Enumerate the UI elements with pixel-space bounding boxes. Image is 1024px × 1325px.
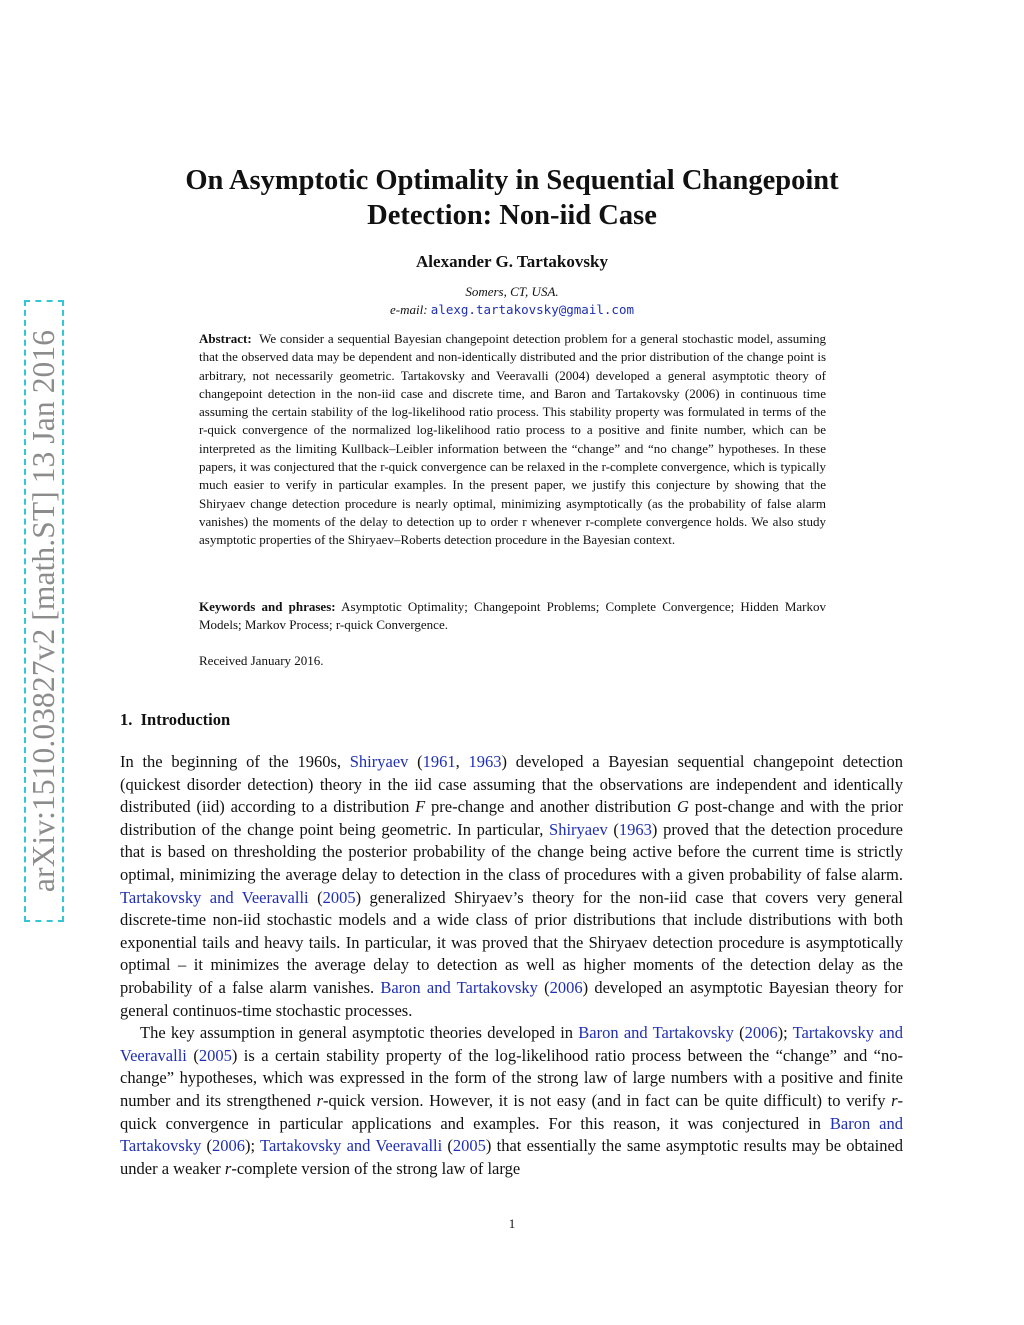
paper-title: On Asymptotic Optimality in Sequential Changepoint Detection: Non-iid Case — [185, 165, 839, 231]
citation-year-link[interactable]: 2005 — [452, 1136, 486, 1156]
text-run: that essentially the same asymptotic results may be obtained under a weaker — [120, 1136, 904, 1178]
text-run: -complete version of the strong law of large — [231, 1158, 521, 1178]
author-name: Alexander G. Tartakovsky — [416, 252, 608, 271]
math-variable: F — [415, 797, 426, 817]
text-run: proved that the detection procedure that is based on thresholding the posterior probability of the change being active before the current time is strictly optimal, minimizing the average delay to detection in the class of procedures with a given probability of false alarm. — [120, 819, 903, 884]
author-affiliation: Somers, CT, USA. — [465, 284, 559, 299]
math-variable: r — [224, 1158, 232, 1178]
citation-year-link[interactable]: 1963 — [468, 752, 502, 771]
text-run: -quick convergence in particular applications and examples. For this reason, it was conjectured in — [120, 1090, 904, 1133]
citation-year-link[interactable]: 2005 — [198, 1045, 232, 1065]
citation-year-link[interactable]: 2006 — [549, 977, 583, 997]
citation-year-link[interactable]: 2005 — [322, 887, 356, 907]
keywords-text: Asymptotic Optimality; Changepoint Problems; Complete Convergence; Hidden Markov Models; Markov Process; r-quick Convergence. — [199, 599, 826, 633]
citation-year-link[interactable]: 1963 — [618, 819, 652, 839]
email-line — [150, 302, 874, 318]
citation-year-link[interactable]: 2006 — [744, 1023, 778, 1043]
math-variable: G — [676, 797, 689, 817]
text-run: The key assumption in general asymptotic theories developed in — [140, 1023, 574, 1043]
citation-year-link[interactable]: 2006 — [212, 1136, 246, 1156]
math-variable: r — [891, 1090, 898, 1110]
arxiv-identifier: arXiv:1510.03827v2 [math.ST] 13 Jan 2016 — [26, 329, 61, 893]
math-variable: r — [316, 1090, 324, 1110]
section-heading — [120, 710, 230, 730]
citation-link[interactable]: Shiryaev — [349, 752, 409, 771]
intro-paragraph-1: In the beginning of the 1960s, Shiryaev (1961, 1963) developed a Bayesian sequential changepoint detection (quickest disorder detection) theory in the iid case assuming that the observations are independent and identically distributed (iid) according to a distribution F pre-change and another distribution G post-change and with the prior distribution of the change point being geometric. In particular, Shiryaev (1963) proved that the detection procedure that is based on thresholding the posterior probability of the change being active before the current time is strictly optimal, minimizing the average delay to detection in the class of procedures with a given probability of false alarm. Tartakovsky and Veeravalli (2005) generalized Shiryaev’s theory for the non-iid case that covers very general discrete-time non-iid stochastic models and a wide class of prior distributions that include distributions with both exponential tails and heavy tails. In particular, it was proved that the Shiryaev detection procedure is asymptotically optimal – it minimizes the average delay to detection as well as higher moments of the detection delay as the probability of a false alarm vanishes. Baron and Tartakovsky (2006) developed an asymptotic Bayesian theory for general continuos-time stochastic processes. — [120, 752, 904, 1020]
abstract — [199, 330, 826, 550]
citation-link[interactable]: Tartakovsky and Veeravalli — [120, 1023, 903, 1065]
text-run: is a certain stability property of the log-likelihood ratio process between the “change” and “no-change” hypotheses, which was expressed in the form of the strong law of large numbers with a positive and finite number and its strengthened — [120, 1045, 903, 1110]
text-run: generalized Shiryaev’s theory for the non-iid case that covers very general discrete-time non-iid stochastic models and a wide class of prior distributions that include distributions with both exponential tails and heavy tails. In particular, it was proved that the Shiryaev detection procedure is asymptotically optimal – it minimizes the average delay to detection as well as higher moments of the detection delay as the probability of a false alarm vanishes. — [120, 887, 904, 997]
email-link[interactable]: alexg.tartakovsky@gmail.com — [430, 302, 634, 317]
citation-link[interactable]: Baron and Tartakovsky — [578, 1023, 734, 1043]
keywords-label: Keywords and phrases: — [199, 599, 336, 614]
section-title: Introduction — [140, 710, 231, 729]
citation-link[interactable]: Tartakovsky and Veeravalli — [120, 887, 309, 907]
intro-paragraph-2: The key assumption in general asymptotic theories developed in Baron and Tartakovsky (2006); Tartakovsky and Veeravalli (2005) is a certain stability property of the log-likelihood ratio process between the “change” and “no-change” hypotheses, which was expressed in the form of the strong law of large numbers with a positive and finite number and its strengthened r-quick version. However, it is not easy (and in fact can be quite difficult) to verify r-quick convergence in particular applications and examples. For this reason, it was conjectured in Baron and Tartakovsky (2006); Tartakovsky and Veeravalli (2005) that essentially the same asymptotic results may be obtained under a weaker r-complete version of the strong law of large — [120, 1023, 904, 1178]
keywords — [199, 598, 826, 635]
introduction-body — [120, 751, 903, 1180]
citation-year-link[interactable]: 1961 — [422, 752, 456, 771]
citation-link[interactable]: Shiryaev — [549, 819, 608, 839]
abstract-text: We consider a sequential Bayesian changepoint detection problem for a general stochastic model, assuming that the observed data may be dependent and non-identically distributed and the prior distribution of the change point is arbitrary, not necessarily geometric. Tartakovsky and Veeravalli (2004) developed a general asymptotic theory of changepoint detection in the non-iid case and discrete time, and Baron and Tartakovsky (2006) in continuous time assuming the certain stability of the log-likelihood ratio process. This stability property was formulated in terms of the r-quick convergence of the normalized log-likelihood ratio process to a positive and finite number, which can be interpreted as the limiting Kullback–Leibler information between the “change” and “no change” hypotheses. In these papers, it was conjectured that the r-quick convergence can be relaxed in the r-complete convergence, which is typically much easier to verify in particular examples. In the present paper, we justify this conjecture by showing that the Shiryaev change detection procedure is nearly optimal, minimizing asymptotically (as the probability of false alarm vanishes) the moments of the delay to detection up to order r whenever r-complete convergence holds. We also study asymptotic properties of the Shiryaev–Roberts detection procedure in the Bayesian context. — [199, 331, 827, 548]
received-date: Received January 2016. — [199, 653, 324, 668]
citation-link[interactable]: Baron and Tartakovsky — [120, 1113, 903, 1156]
text-run: developed a Bayesian sequential changepoint detection (quickest disorder detection) theory in the iid case assuming that the observations are independent and identically distributed (iid) according to a distribution — [120, 752, 904, 817]
citation-link[interactable]: Baron and Tartakovsky — [380, 977, 538, 997]
text-run: In the beginning of the 1960s, — [120, 752, 342, 771]
abstract-label: Abstract: — [199, 331, 252, 346]
page-number: 1 — [508, 1216, 516, 1231]
text-run: post-change and with the prior distribution of the change point being geometric. In particular, — [120, 797, 904, 839]
text-run: pre-change and another distribution — [431, 797, 672, 817]
section-number: 1. — [120, 710, 133, 729]
text-run: -quick version. However, it is not easy (and in fact can be quite difficult) to verify — [323, 1090, 886, 1110]
text-run: developed an asymptotic Bayesian theory for general continuos-time stochastic processes. — [120, 977, 903, 1020]
citation-link[interactable]: Tartakovsky and Veeravalli — [260, 1136, 443, 1156]
email-label: e-mail: — [390, 302, 428, 317]
